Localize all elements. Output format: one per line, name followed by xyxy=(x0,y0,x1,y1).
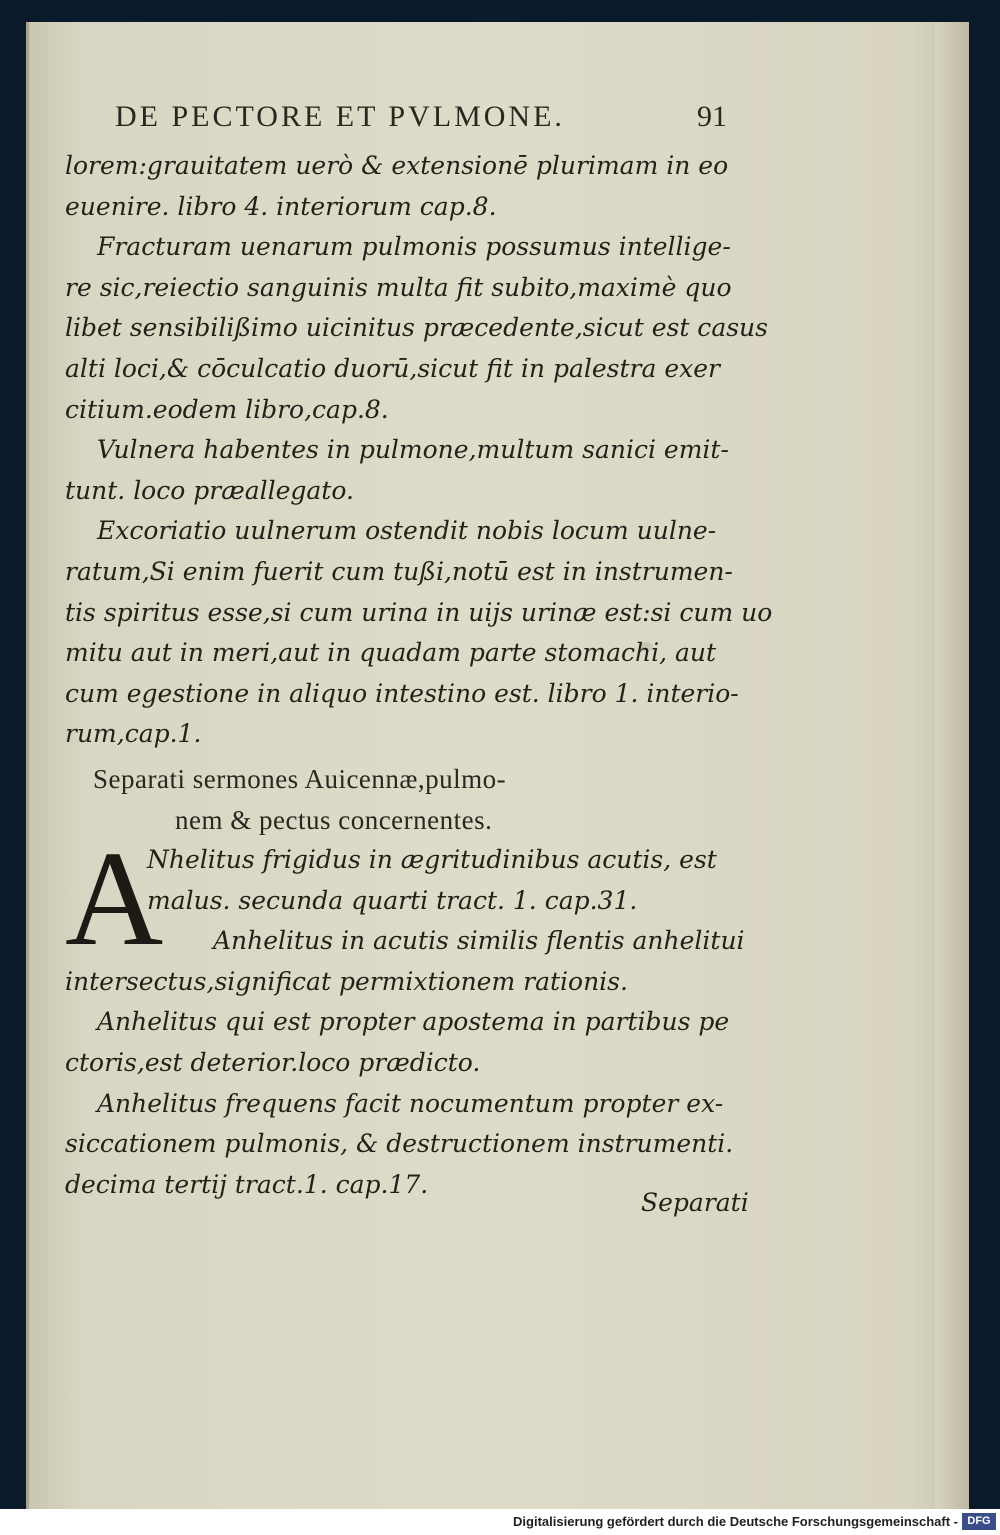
text-line: Anhelitus qui est propter apostema in partibus pe xyxy=(97,1007,730,1037)
drop-cap-paragraph xyxy=(65,824,745,975)
text-line: intersectus,significat permixtionem rationis. xyxy=(65,966,628,996)
drop-cap-initial: A xyxy=(65,824,164,975)
page-body xyxy=(65,146,773,1205)
page-header xyxy=(115,100,727,144)
text-line: alti loci,& cōculcatio duorū,sicut fit in palestra exer xyxy=(65,353,720,383)
book-page xyxy=(26,22,969,1522)
text-line: Fracturam uenarum pulmonis possumus intellige- xyxy=(97,232,731,262)
text-line: re sic,reiectio sanguinis multa fit subito,maximè quo xyxy=(65,272,732,302)
text-line: Anhelitus frequens facit nocumentum propter ex- xyxy=(97,1088,724,1118)
text-line: tis spiritus esse,si cum urina in uijs urinæ est:si cum uo xyxy=(65,597,773,627)
text-line: citium.eodem libro,cap.8. xyxy=(65,394,389,424)
text-line: Anhelitus in acutis similis flentis anhelitui xyxy=(213,926,745,956)
text-line: lorem:grauitatem uerò & extensionē plurimam in eo xyxy=(65,151,729,180)
section-heading: Separati sermones Auicennæ,pulmo- xyxy=(93,763,507,794)
dfg-logo: DFG xyxy=(962,1513,996,1530)
text-line: decima tertij tract.1. cap.17. xyxy=(65,1169,429,1199)
text-line: Excoriatio uulnerum ostendit nobis locum uulne- xyxy=(97,516,717,546)
text-line: Vulnera habentes in pulmone,multum sanici emit- xyxy=(97,435,729,465)
section-heading: nem & pectus concernentes. xyxy=(175,804,493,835)
running-head: DE PECTORE ET PVLMONE. xyxy=(115,100,565,133)
text-line: ratum,Si enim fuerit cum tußi,notū est in instrumen- xyxy=(65,556,733,586)
text-line: euenire. libro 4. interiorum cap.8. xyxy=(65,191,497,221)
text-line: Nhelitus frigidus in ægritudinibus acutis, est xyxy=(147,845,717,875)
text-line: mitu aut in meri,aut in quadam parte stomachi, aut xyxy=(65,638,717,668)
text-line: libet sensibilißimo uicinitus præcedente,sicut est casus xyxy=(65,313,768,343)
text-line: rum,cap.1. xyxy=(65,719,202,749)
text-line: siccationem pulmonis, & destructionem instrumenti. xyxy=(65,1129,734,1159)
page-number: 91 xyxy=(697,100,727,133)
text-line: cum egestione in aliquo intestino est. libro 1. interio- xyxy=(65,678,739,708)
digitization-footer xyxy=(0,1509,1000,1535)
funding-credit: Digitalisierung gefördert durch die Deutsche Forschungsgemeinschaft - xyxy=(513,1514,958,1529)
catchword: Separati xyxy=(641,1188,749,1217)
page-edge-shadow xyxy=(935,22,969,1522)
text-line: tunt. loco præallegato. xyxy=(65,475,354,505)
text-line: malus. secunda quarti tract. 1. cap.31. xyxy=(147,885,638,915)
text-line: ctoris,est deterior.loco prædicto. xyxy=(65,1048,481,1078)
